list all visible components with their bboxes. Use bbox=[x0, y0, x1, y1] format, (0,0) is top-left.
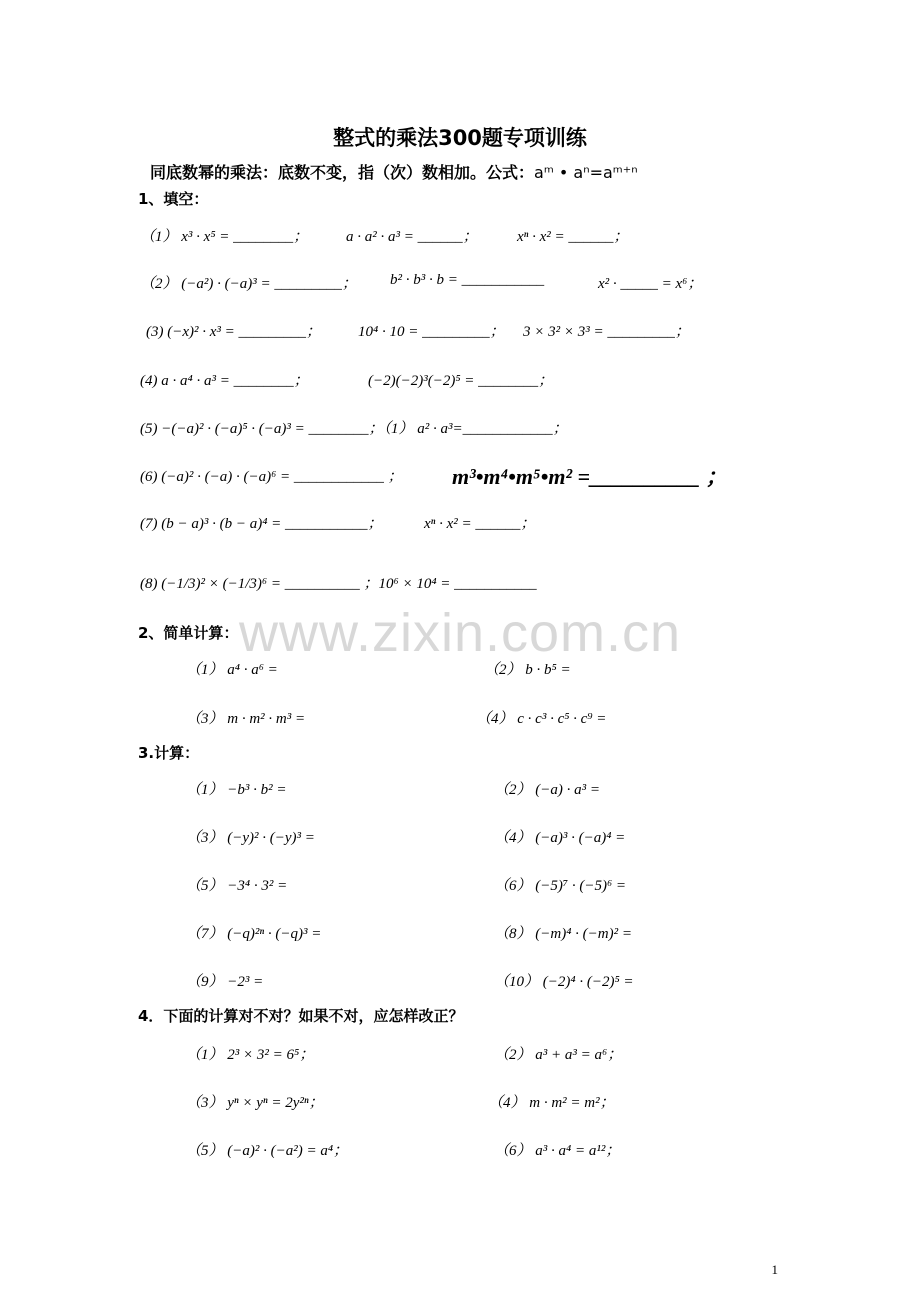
fill-row-7b bbox=[424, 512, 535, 533]
calc-item: （6） (−5)⁷ · (−5)⁶ = bbox=[494, 878, 627, 894]
fill-item: (7) (b − a)³ · (b − a)⁴ = ___________； bbox=[140, 516, 383, 532]
fill-item: xⁿ · x² = ______； bbox=[517, 229, 629, 245]
fill-item: (3) (−x)² · x³ = _________； bbox=[146, 324, 322, 340]
fill-row-3c bbox=[523, 320, 690, 341]
fill-row-4b bbox=[368, 369, 553, 390]
calc-item: （1） a⁴ · a⁶ = bbox=[186, 662, 278, 678]
rule-text: 同底数幂的乘法：底数不变，指（次）数相加。公式： bbox=[150, 163, 535, 182]
calc-item: （4） (−a)³ · (−a)⁴ = bbox=[494, 830, 626, 846]
fill-row-3b bbox=[358, 320, 505, 341]
fill-row-1 bbox=[140, 225, 308, 246]
calc-item: （4） c · c³ · c⁵ · c⁹ = bbox=[476, 711, 607, 727]
calc-item: （3） (−y)² · (−y)³ = bbox=[186, 830, 315, 846]
check-item: （6） a³ · a⁴ = a¹²； bbox=[494, 1143, 621, 1159]
fill-item: (5) −(−a)² · (−a)⁵ · (−a)³ = ________；（1） a² · a³=____________； bbox=[140, 421, 568, 437]
check-item: （5） (−a)² · (−a²) = a⁴； bbox=[186, 1143, 349, 1159]
calc-item: （5） −3⁴ · 3² = bbox=[186, 878, 288, 894]
fill-item: xⁿ · x² = ______； bbox=[424, 516, 536, 532]
fill-row-2c bbox=[598, 272, 702, 293]
calc-item: （2） b · b⁵ = bbox=[484, 662, 571, 678]
fill-row-7a bbox=[140, 512, 383, 533]
calc-item: （2） (−a) · a³ = bbox=[494, 782, 600, 798]
check-item: （2） a³ + a³ = a⁶； bbox=[494, 1047, 623, 1063]
section4-heading: 4．下面的计算对不对？如果不对，应怎样改正？ bbox=[138, 1007, 464, 1025]
fill-row-6a bbox=[140, 465, 403, 486]
fill-row-1b bbox=[346, 225, 478, 246]
fill-row-2a bbox=[140, 272, 357, 293]
fill-item: (6) (−a)² · (−a) · (−a)⁶ = ____________ ； bbox=[140, 469, 403, 485]
calc-item: （1） −b³ · b² = bbox=[186, 782, 287, 798]
calc-item: （8） (−m)⁴ · (−m)² = bbox=[494, 926, 632, 942]
calc-item: （7） (−q)²ⁿ · (−q)³ = bbox=[186, 926, 322, 942]
fill-row-5 bbox=[140, 417, 568, 438]
fill-row-6b bbox=[452, 460, 728, 491]
fill-item: x² · _____ = x⁶； bbox=[598, 276, 703, 292]
section1-heading: 1、填空： bbox=[138, 190, 209, 208]
fill-item: b² · b³ · b = ___________ bbox=[390, 272, 545, 288]
fill-row-1c bbox=[517, 225, 628, 246]
page-title: 整式的乘法300题专项训练 bbox=[333, 126, 587, 150]
fill-item: a · a² · a³ = ______； bbox=[346, 229, 478, 245]
fill-item: （1） x³ · x⁵ = ________； bbox=[140, 229, 309, 245]
fill-item: m³•m⁴•m⁵•m² =__________ ； bbox=[452, 464, 728, 489]
page-number: 1 bbox=[771, 1262, 778, 1277]
fill-item: （2） (−a²) · (−a)³ = _________； bbox=[140, 276, 357, 292]
calc-item: （10） (−2)⁴ · (−2)⁵ = bbox=[494, 974, 634, 990]
fill-item: (−2)(−2)³(−2)⁵ = ________； bbox=[368, 373, 554, 389]
watermark: www.zixin.com.cn bbox=[238, 603, 682, 663]
fill-item: 3 × 3² × 3³ = _________； bbox=[523, 324, 690, 340]
check-item: （3） yⁿ × yⁿ = 2y²ⁿ； bbox=[186, 1095, 324, 1111]
fill-row-3a bbox=[146, 320, 321, 341]
calc-item: （3） m · m² · m³ = bbox=[186, 711, 306, 727]
check-item: （4） m · m² = m²； bbox=[488, 1095, 615, 1111]
fill-item: (4) a · a⁴ · a³ = ________； bbox=[140, 373, 309, 389]
fill-row-2b bbox=[390, 272, 544, 289]
rule-formula: aᵐ • aⁿ=aᵐ⁺ⁿ bbox=[534, 163, 638, 182]
fill-item: (8) (−1/3)² × (−1/3)⁶ = __________ ；10⁶ × 10⁴ = ___________ bbox=[140, 576, 537, 592]
fill-row-8 bbox=[140, 572, 537, 593]
check-item: （1） 2³ × 3² = 6⁵； bbox=[186, 1047, 315, 1063]
fill-row-4a bbox=[140, 369, 309, 390]
section2-heading: 2、简单计算： bbox=[138, 624, 239, 642]
calc-item: （9） −2³ = bbox=[186, 974, 264, 990]
section3-heading: 3.计算： bbox=[138, 744, 200, 762]
fill-item: 10⁴ · 10 = _________； bbox=[358, 324, 505, 340]
rule-line bbox=[150, 160, 638, 183]
